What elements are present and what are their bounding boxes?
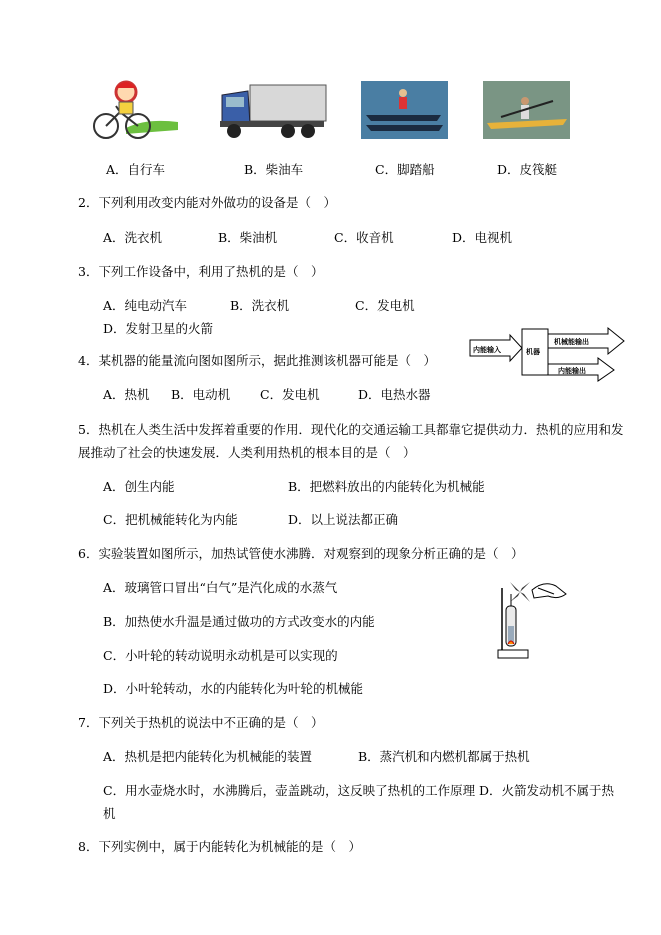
q7-option-c-d: C．用水壶烧水时，水沸腾后，壶盖跳动，这反映了热机的工作原理 D．火箭发动机不属于热 — [103, 783, 615, 798]
q6-option-c: C．小叶轮的转动说明永动机是可以实现的 — [103, 648, 338, 663]
q3-stem: 3．下列工作设备中，利用了热机的是（ ） — [78, 264, 324, 279]
q5-option-d: D．以上说法都正确 — [288, 512, 399, 527]
q5-stem-line1: 5．热机在人类生活中发挥着重要的作用．现代化的交通运输工具都靠它提供动力．热机的应用和发 — [78, 422, 624, 437]
q1-option-a: A．自行车 — [106, 162, 166, 177]
q1-option-b: B．柴油车 — [244, 162, 304, 177]
q4-stem: 4．某机器的能量流向图如图所示，据此推测该机器可能是（ ） — [78, 353, 436, 368]
diagram-output-mechanical-label: 机械能输出 — [554, 338, 589, 346]
bicycle-image — [86, 78, 182, 142]
q1-option-d: D．皮筏艇 — [497, 162, 558, 177]
q2-stem: 2．下列利用改变内能对外做功的设备是（ ） — [78, 195, 336, 210]
q3-option-b: B．洗衣机 — [230, 298, 290, 313]
q3-option-a: A．纯电动汽车 — [103, 298, 188, 313]
q5-option-a: A．创生内能 — [103, 479, 175, 494]
q5-stem-line2: 展推动了社会的快速发展．人类利用热机的根本目的是（ ） — [78, 445, 416, 460]
q5-option-c: C．把机械能转化为内能 — [103, 512, 238, 527]
q7-option-d-cont: 机 — [103, 806, 116, 821]
q2-option-c: C．收音机 — [334, 230, 394, 245]
q4-option-a: A．热机 — [103, 387, 150, 402]
kayak-image — [483, 81, 570, 139]
q7-stem: 7．下列关于热机的说法中不正确的是（ ） — [78, 715, 324, 730]
q7-option-b: B．蒸汽机和内燃机都属于热机 — [358, 749, 530, 764]
q2-option-b: B．柴油机 — [218, 230, 278, 245]
q4-option-d: D．电热水器 — [358, 387, 431, 402]
q2-option-a: A．洗衣机 — [103, 230, 163, 245]
q3-option-d: D．发射卫星的火箭 — [103, 321, 214, 336]
test-tube-pinwheel-apparatus — [494, 576, 570, 660]
energy-flow-diagram — [468, 326, 628, 382]
q6-stem: 6．实验装置如图所示，加热试管使水沸腾．对观察到的现象分析正确的是（ ） — [78, 546, 524, 561]
q4-option-b: B．电动机 — [171, 387, 231, 402]
q4-option-c: C．发电机 — [260, 387, 320, 402]
q6-option-b: B．加热使水升温是通过做功的方式改变水的内能 — [103, 614, 375, 629]
diagram-input-label: 内能输入 — [473, 346, 501, 354]
q8-stem: 8．下列实例中，属于内能转化为机械能的是（ ） — [78, 839, 361, 854]
q1-option-c: C．脚踏船 — [375, 162, 435, 177]
diesel-truck-image — [218, 81, 328, 139]
q6-option-d: D．小叶轮转动，水的内能转化为叶轮的机械能 — [103, 681, 364, 696]
q5-option-b: B．把燃料放出的内能转化为机械能 — [288, 479, 485, 494]
q7-option-a: A．热机是把内能转化为机械能的装置 — [103, 749, 313, 764]
q3-option-c: C．发电机 — [355, 298, 415, 313]
diagram-output-internal-label: 内能输出 — [558, 367, 586, 375]
pedal-boat-image — [361, 81, 448, 139]
q6-option-a: A．玻璃管口冒出“白气”是汽化成的水蒸气 — [103, 580, 338, 595]
q2-option-d: D．电视机 — [452, 230, 513, 245]
diagram-machine-label: 机器 — [526, 348, 540, 356]
